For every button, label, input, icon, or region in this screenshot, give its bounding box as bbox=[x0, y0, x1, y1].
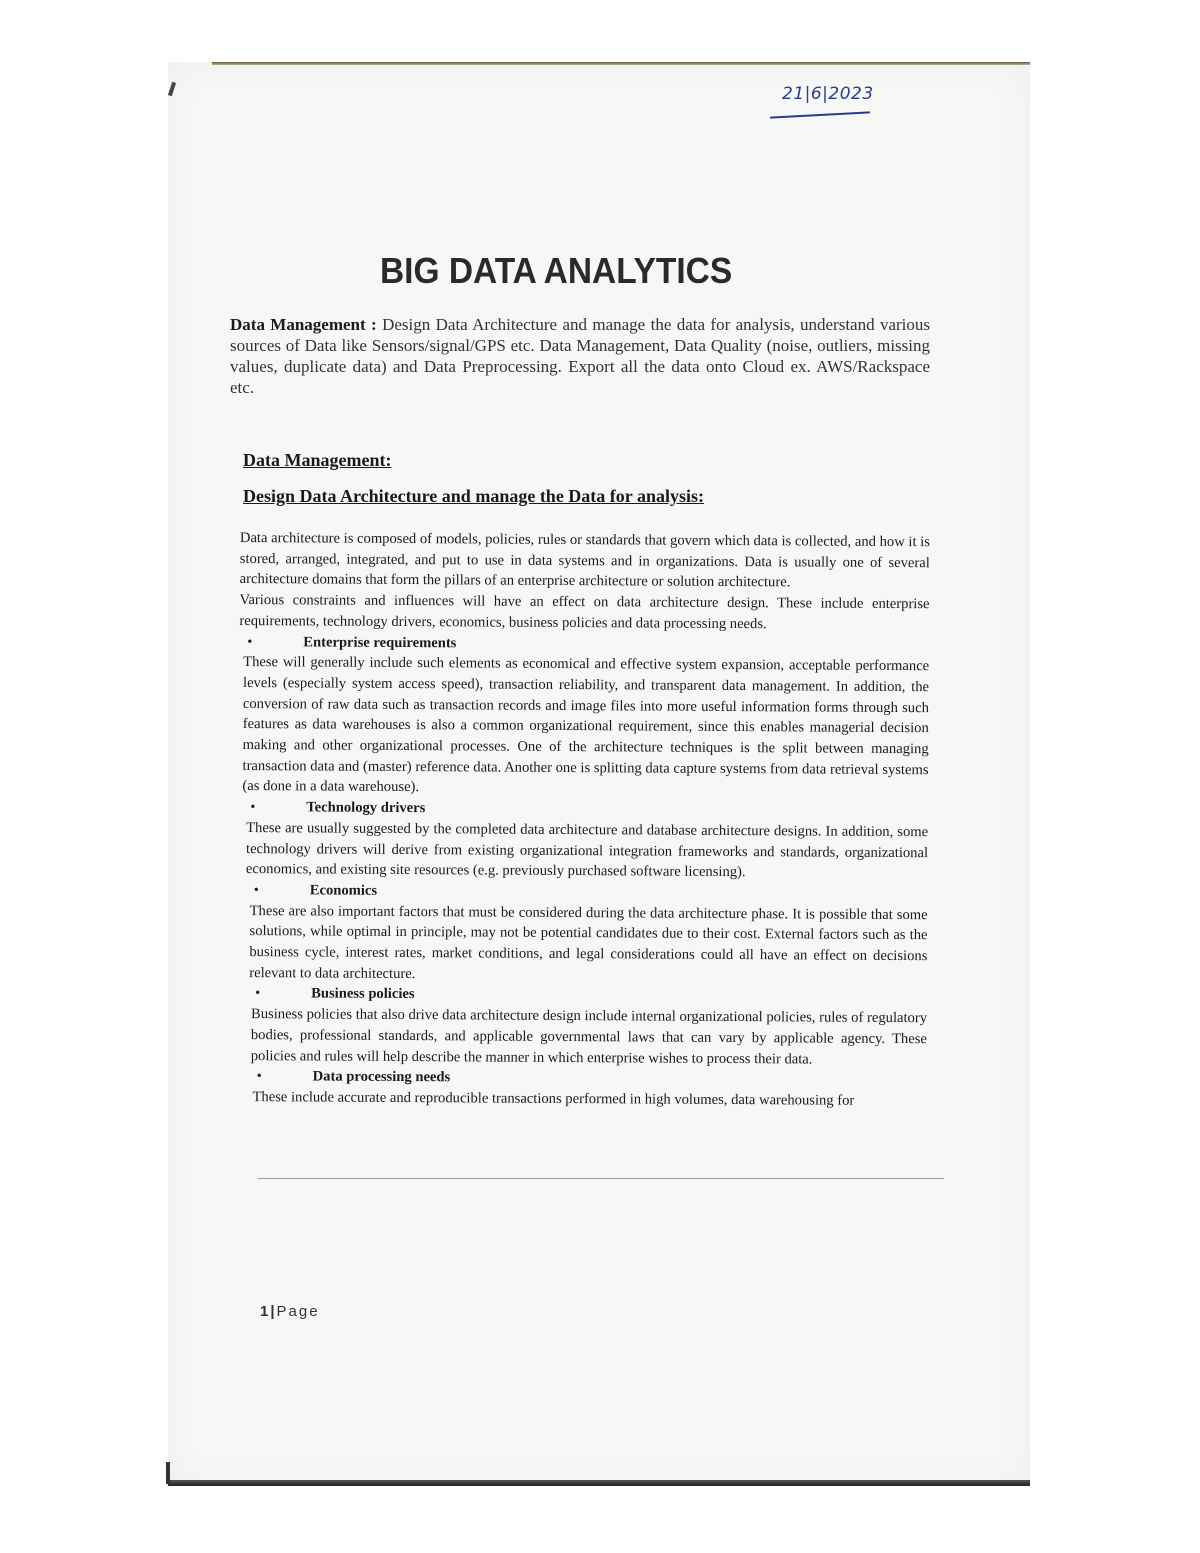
page-footer bbox=[260, 1303, 320, 1320]
subsection-heading: Design Data Architecture and manage the Data for analysis: bbox=[243, 486, 704, 506]
document-title: BIG DATA ANALYTICS bbox=[380, 250, 733, 291]
bullet-paragraph: These are usually suggested by the completed data architecture and database architecture designs. In addition, some technology drivers will derive from existing organizational integration frameworks and standards, organizational economics, and existing site resources (e.g. previously purchased software licensing). bbox=[245, 819, 929, 881]
intro-paragraph bbox=[230, 314, 930, 398]
intro-text: Design Data Architecture and manage the data for analysis, understand various sources of Data like Sensors/signal/GPS etc. Data Management, Data Quality (noise, outliers, missing values, duplicate data) and Data Preprocessing. Export all the data onto Cloud ex. AWS/Rackspace etc. bbox=[230, 315, 931, 397]
page-number: 1 bbox=[260, 1303, 271, 1320]
bullet-icon: • bbox=[247, 633, 253, 650]
body-text bbox=[236, 528, 930, 1112]
bullet-title: Data processing needs bbox=[312, 1068, 451, 1086]
bullet-paragraph: Business policies that also drive data architecture design include internal organizational policies, rules of regulatory bodies, professional standards, and applicable governmental laws that can vary by applicable agency. These policies and rules will help describe the manner in which enterprise wishes to process their data. bbox=[250, 1006, 928, 1068]
body-paragraph: Data architecture is composed of models, policies, rules or standards that govern which data is collected, and how it is stored, arranged, integrated, and put to use in data systems and in organizations. Data is usually one of several architecture domains that form the pillars of an enterprise architecture or solution architecture. bbox=[239, 529, 930, 591]
bullet-title: Enterprise requirements bbox=[303, 633, 457, 651]
bullet-icon: • bbox=[250, 799, 256, 816]
section-heading: Data Management: bbox=[243, 450, 392, 470]
page-bottom-edge bbox=[168, 1480, 1030, 1486]
body-paragraph: Various constraints and influences will have an effect on data architecture design. These include enterprise requirements, technology drivers, economics, business policies and data processing needs. bbox=[239, 592, 930, 633]
bullet-title: Economics bbox=[309, 882, 378, 899]
bullet-icon: • bbox=[256, 1068, 262, 1085]
page-bottom-corner bbox=[166, 1462, 170, 1484]
bullet-paragraph: These include accurate and reproducible transactions performed in high volumes, data warehousing for bbox=[252, 1089, 855, 1109]
footer-divider bbox=[258, 1178, 944, 1179]
bullet-icon: • bbox=[253, 882, 259, 899]
handwritten-date: 21|6|2023 bbox=[782, 84, 874, 104]
bullet-icon: • bbox=[255, 985, 261, 1002]
bullet-paragraph: These are also important factors that must be considered during the data architecture phase. It is possible that some solutions, while optimal in principle, may not be potential candidates due to their cost. External factors such as the business cycle, interest rates, market conditions, and legal considerations could all have an effect on decisions relevant to data architecture. bbox=[249, 902, 928, 982]
page-label: Page bbox=[276, 1303, 320, 1320]
bullet-title: Business policies bbox=[311, 985, 415, 1003]
page-top-edge bbox=[212, 62, 1030, 65]
intro-label: Data Management : bbox=[230, 315, 377, 334]
bullet-title: Technology drivers bbox=[306, 799, 426, 817]
page-separator: | bbox=[270, 1303, 277, 1320]
bullet-paragraph: These will generally include such elements as economical and effective system expansion, acceptable performance levels (especially system access speed), transaction reliability, and transparent data management. In addition, the conversion of raw data such as transaction records and image files into more useful information forms through such features as data warehouses is also a common organizational requirement, since this enables managerial decision making and other organizational processes. One of the architecture techniques is the split between managing transaction data and (master) reference data. Another one is splitting data capture systems from data retrieval systems (as done in a data warehouse). bbox=[242, 654, 930, 796]
